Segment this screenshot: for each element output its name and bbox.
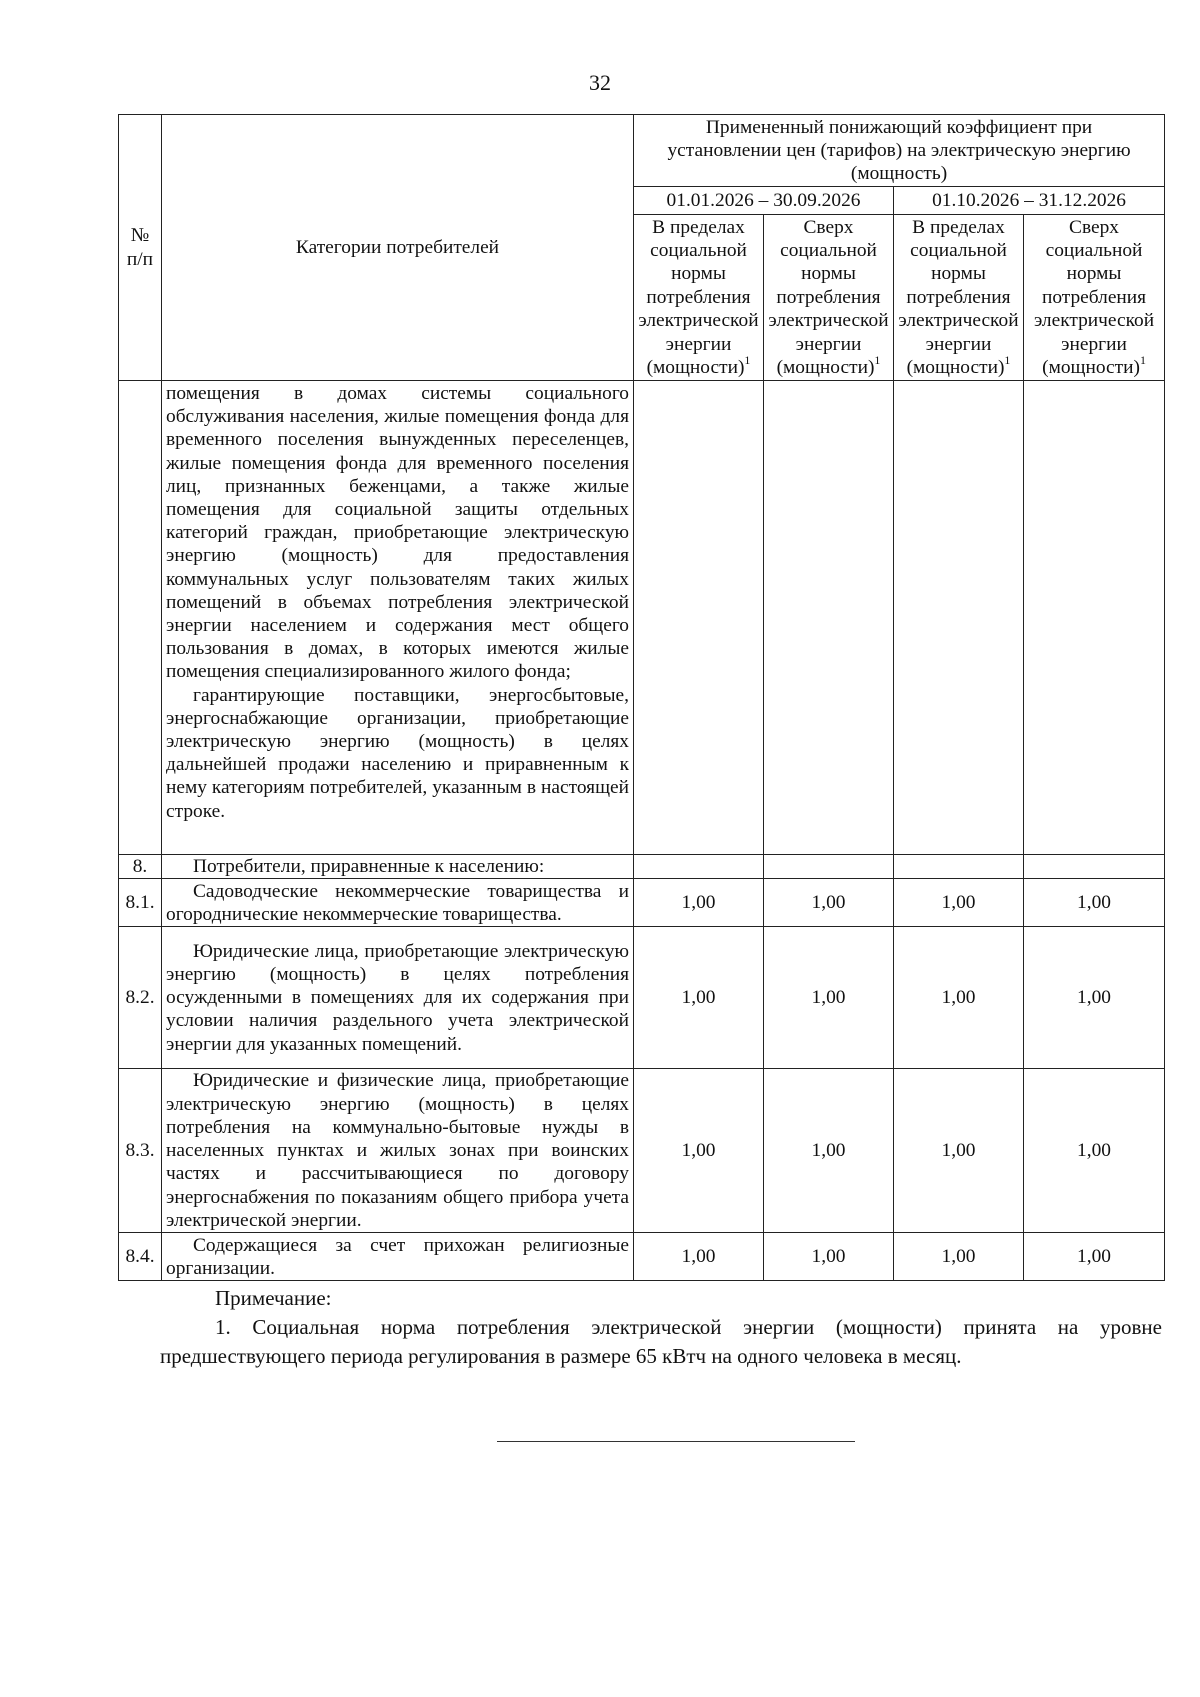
header-period-1: 01.01.2026 – 30.09.2026 (634, 187, 894, 215)
table-row (119, 1069, 1165, 1233)
coef-cell (894, 381, 1024, 855)
header-within-norm-2: В пределах социальной нормы потребления электрической энергии (мощности)$^1$ (894, 215, 1024, 381)
coef-cell: 1,00 (764, 1233, 894, 1281)
coef-cell: 1,00 (894, 927, 1024, 1069)
category-paragraph: Юридические и физические лица, приобретающие электрическую энергию (мощность) в целях потребления на коммунально-бытовые нужды в населенных пунктах и жилых зонах при воинских частях и рассчитывающиеся по договору энергоснабжения по показаниям общего прибора учета электрической энергии. (166, 1070, 629, 1231)
coef-cell: 1,00 (764, 879, 894, 927)
category-paragraph: Садоводческие некоммерческие товарищества и огороднические некоммерческие товарищества. (166, 880, 629, 925)
table-row (119, 381, 1165, 855)
coef-cell (634, 855, 764, 879)
row-number: 8.4. (119, 1233, 162, 1281)
row-number: 8. (119, 855, 162, 879)
footnote-mark: 1 (874, 353, 881, 368)
coef-cell (764, 381, 894, 855)
coef-cell: 1,00 (894, 1233, 1024, 1281)
category-paragraph: Потребители, приравненные к населению: (193, 856, 545, 877)
header-above-norm-1: Сверх социальной нормы потребления электрической энергии (мощности)$^1$ (764, 215, 894, 381)
footnote-mark: 1 (744, 353, 751, 368)
coef-cell: 1,00 (634, 1233, 764, 1281)
tariff-coefficient-table (118, 114, 1165, 1281)
coef-cell (894, 855, 1024, 879)
row-category (162, 855, 634, 879)
coef-cell: 1,00 (634, 1069, 764, 1233)
row-category (162, 927, 634, 1069)
coef-cell: 1,00 (1024, 879, 1165, 927)
row-category (162, 1233, 634, 1281)
header-period-2: 01.10.2026 – 31.12.2026 (894, 187, 1165, 215)
row-category (162, 879, 634, 927)
row-number: 8.1. (119, 879, 162, 927)
table-row (119, 1233, 1165, 1281)
category-paragraph: Юридические лица, приобретающие электрическую энергию (мощность) в целях потребления осужденными в помещениях для их содержания при условии наличия раздельного учета электрической энергии для указанных помещений. (166, 940, 629, 1055)
header-within-norm-1: В пределах социальной нормы потребления электрической энергии (мощности)$^1$ (634, 215, 764, 381)
notes-title: Примечание: (215, 1286, 332, 1310)
header-coefficient-title: Примененный понижающий коэффициент при установлении цен (тарифов) на электрическую энергию (мощность) (634, 115, 1165, 187)
coef-cell (764, 855, 894, 879)
coef-cell (1024, 381, 1165, 855)
category-paragraph: гарантирующие поставщики, энергосбытовые, энергоснабжающие организации, приобретающие электрическую энергию (мощность) в целях дальнейшей продажи населению и приравненным к нему категориям потребителей, указанным в настоящей строке. (166, 684, 629, 822)
coef-cell: 1,00 (1024, 1233, 1165, 1281)
table-row (119, 855, 1165, 879)
footnote-mark: 1 (1004, 353, 1011, 368)
row-category (162, 381, 634, 855)
coef-cell: 1,00 (764, 927, 894, 1069)
coef-cell: 1,00 (764, 1069, 894, 1233)
coef-cell (1024, 855, 1165, 879)
note-item: 1. Социальная норма потребления электрической энергии (мощности) принята на уровне предшествующего периода регулирования в размере 65 кВтч на одного человека в месяц. (160, 1315, 1162, 1368)
coef-cell (634, 381, 764, 855)
notes-section (160, 1284, 1162, 1371)
coef-cell: 1,00 (1024, 927, 1165, 1069)
row-number (119, 381, 162, 855)
row-number: 8.3. (119, 1069, 162, 1233)
coef-cell: 1,00 (1024, 1069, 1165, 1233)
table-row (119, 879, 1165, 927)
row-category (162, 1069, 634, 1233)
coef-cell: 1,00 (634, 879, 764, 927)
row-number: 8.2. (119, 927, 162, 1069)
table-row (119, 927, 1165, 1069)
coef-cell: 1,00 (894, 879, 1024, 927)
closing-divider (497, 1441, 855, 1442)
coef-cell: 1,00 (634, 927, 764, 1069)
footnote-mark: 1 (1139, 353, 1146, 368)
header-number: № п/п (119, 115, 162, 381)
category-paragraph: Содержащиеся за счет прихожан религиозные организации. (166, 1234, 629, 1279)
category-paragraph: помещения в домах системы социального обслуживания населения, жилые помещения фонда для временного поселения вынужденных переселенцев, жилые помещения фонда для временного поселения лиц, признанных беженцами, а также жилые помещения для социальной защиты отдельных категорий граждан, приобретающие электрическую энергию (мощность) для предоставления коммунальных услуг пользователям таких жилых помещений в объемах потребления электрической энергии населением и содержания мест общего пользования в домах, в которых имеются жилые помещения специализированного жилого фонда; (166, 383, 629, 683)
page-number: 32 (589, 70, 611, 95)
header-category: Категории потребителей (162, 115, 634, 381)
header-above-norm-2: Сверх социальной нормы потребления электрической энергии (мощности)$^1$ (1024, 215, 1165, 381)
coef-cell: 1,00 (894, 1069, 1024, 1233)
